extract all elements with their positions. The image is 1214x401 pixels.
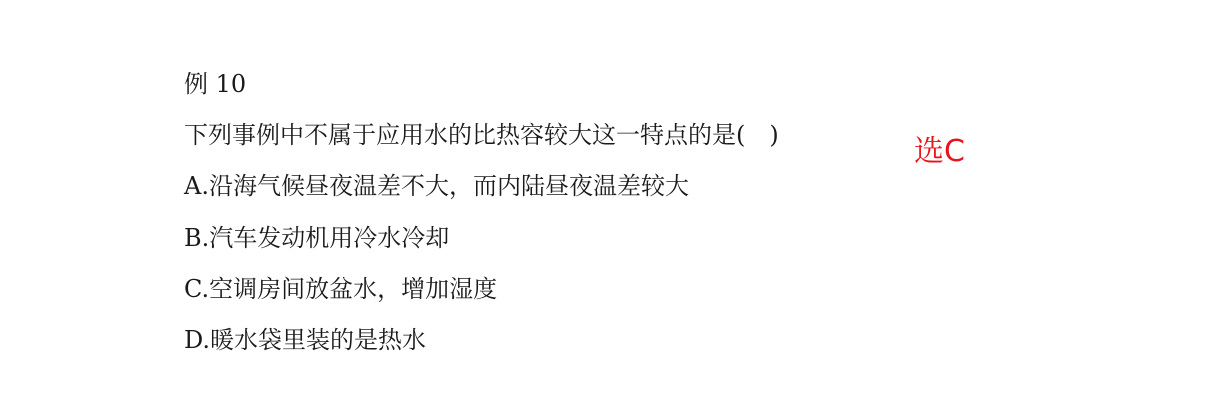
- option-c: C.空调房间放盆水，增加湿度: [184, 275, 498, 303]
- answer-annotation: 选C: [914, 134, 965, 169]
- example-label: 例 10: [184, 70, 247, 98]
- question-stem: 下列事例中不属于应用水的比热容较大这一特点的是( ): [184, 121, 779, 149]
- option-d: D.暖水袋里装的是热水: [184, 326, 427, 354]
- option-b: B.汽车发动机用冷水冷却: [184, 224, 450, 252]
- option-a: A.沿海气候昼夜温差不大，而内陆昼夜温差较大: [184, 172, 689, 200]
